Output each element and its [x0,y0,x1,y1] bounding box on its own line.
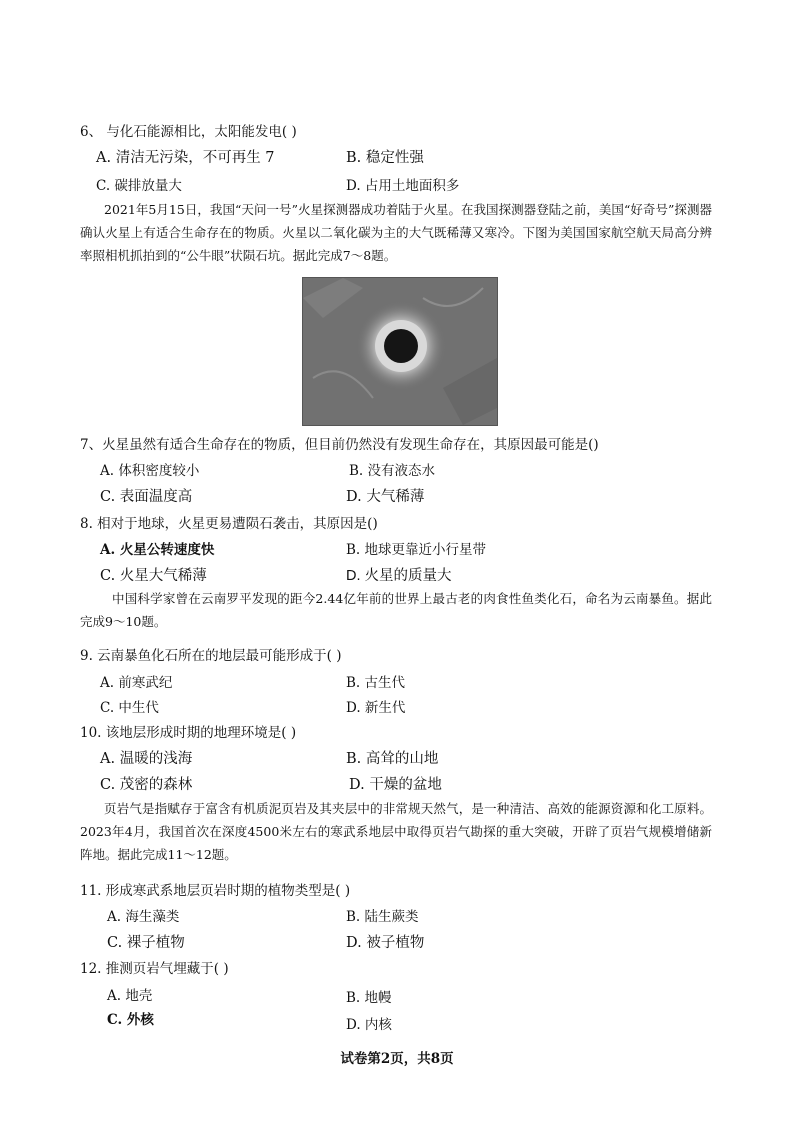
question-9-option-a: A. 前寒武纪 [100,675,173,691]
question-8-stem: 8. 相对于地球，火星更易遭陨石袭击，其原因是() [80,516,378,532]
question-11-option-a: A. 海生藻类 [107,909,180,925]
question-10-option-b: B. 高耸的山地 [346,751,439,767]
question-7-option-d: D. 大气稀薄 [346,489,425,505]
question-9-option-b: B. 古生代 [346,675,406,691]
question-11-stem: 11. 形成寒武系地层页岩时期的植物类型是( ) [80,883,351,899]
question-11-option-c: C. 裸子植物 [107,935,185,951]
question-6-option-b: B. 稳定性强 [346,150,424,166]
question-12-option-d: D. 内核 [346,1017,392,1033]
question-12-option-a: A. 地壳 [107,988,153,1004]
question-6-option-d: D. 占用土地面积多 [346,178,460,194]
question-6-option-c: C. 碳排放量大 [96,178,182,194]
question-7-option-b: B. 没有液态水 [349,463,436,479]
question-7-option-a: A. 体积密度较小 [100,463,200,479]
question-10-stem: 10. 该地层形成时期的地理环境是( ) [80,725,297,741]
question-7-option-c: C. 表面温度高 [100,489,193,505]
question-9-option-c: C. 中生代 [100,700,159,716]
question-12-option-b: B. 地幔 [346,990,392,1006]
question-9-stem: 9. 云南暴鱼化石所在的地层最可能形成于( ) [80,648,342,664]
question-6-option-a: A. 清洁无污染，不可再生 7 [96,150,275,166]
question-8-option-a: A. 火星公转速度快 [100,542,215,558]
question-11-option-b: B. 陆生蕨类 [346,909,419,925]
crater-photo [302,277,498,426]
question-12-option-c: C. 外核 [107,1012,154,1028]
question-8-option-b: B. 地球更靠近小行星带 [346,542,487,558]
page-footer: 试卷第2页，共8页 [340,1051,454,1067]
question-12-stem: 12. 推测页岩气埋藏于( ) [80,961,229,977]
question-9-option-d: D. 新生代 [346,700,406,716]
question-10-option-c: C. 茂密的森林 [100,777,193,793]
question-8-option-d: D. 火星的质量大 [346,568,452,584]
question-11-option-d: D. 被子植物 [346,935,425,951]
question-10-option-a: A. 温暖的浅海 [100,751,193,767]
passage-7-8: 2021年5月15日，我国“天问一号”火星探测器成功着陆于火星。在我国探测器登陆之前，美国“好奇号”探测器确认火星上有适合生命存在的物质。火星以二氧化碳为主的大气既稀薄又寒冷。下图为美国国家航空航天局高分辨率照相机抓拍到的“公牛眼”状陨石坑。据此完成7～8题。 [80,202,712,263]
passage-9-10: 中国科学家曾在云南罗平发现的距今2.44亿年前的世界上最古老的肉食性鱼类化石，命名为云南暴鱼。据此完成9～10题。 [80,591,712,629]
question-6-stem: 6、 与化石能源相比，太阳能发电( ) [80,124,297,140]
question-10-option-d: D. 干燥的盆地 [349,777,442,793]
question-8-option-c: C. 火星大气稀薄 [100,568,207,584]
question-7-stem: 7、火星虽然有适合生命存在的物质，但目前仍然没有发现生命存在，其原因最可能是() [80,437,599,453]
passage-11-12: 页岩气是指赋存于富含有机质泥页岩及其夹层中的非常规天然气，是一种清洁、高效的能源资源和化工原料。2023年4月，我国首次在深度4500米左右的寒武系地层中取得页岩气勘探的重大突破，开辟了页岩气规模增储新阵地。据此完成11～12题。 [80,801,712,862]
